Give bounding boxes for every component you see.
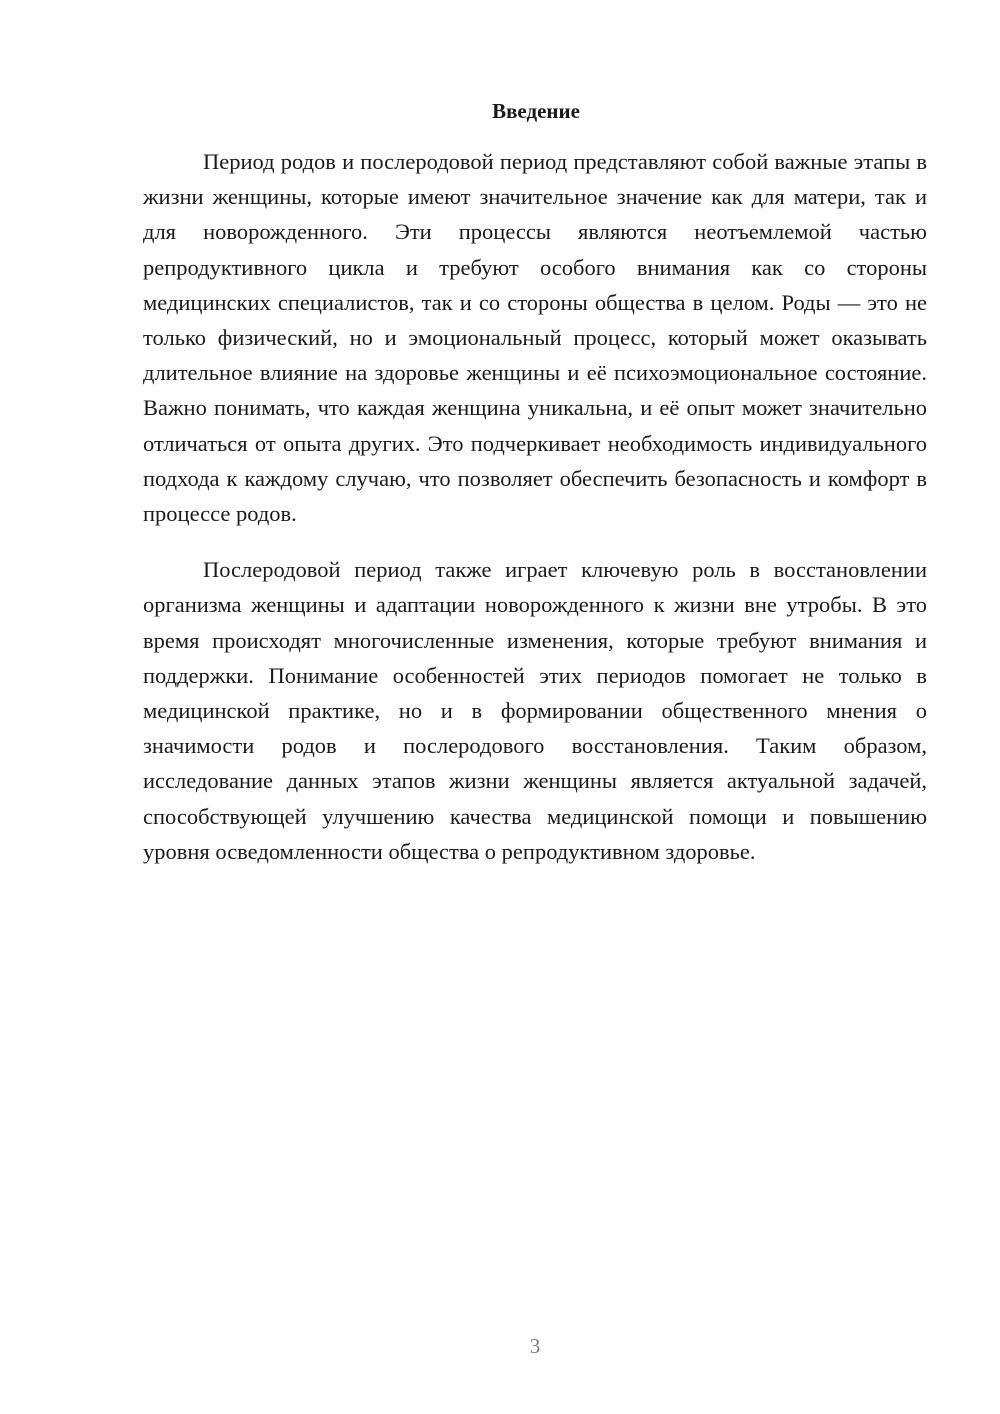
- paragraph-2: Послеродовой период также играет ключевую роль в восстановлении организма женщины и адаптации новорожденного к жизни вне утробы. В это время происходят многочисленные изменения, которые требуют внимания и поддержки. Понимание особенностей этих периодов помогает не только в медицинской практике, но и в формировании общественного мнения о значимости родов и послеродового восстановления. Таким образом, исследование данных этапов жизни женщины является актуальной задачей, способствующей улучшению качества медицинской помощи и повышению уровня осведомленности общества о репродуктивном здоровье.: [143, 557, 927, 864]
- section-heading: Введение: [492, 99, 580, 123]
- page-number: 3: [529, 1334, 541, 1358]
- paragraph-1: Период родов и послеродовой период представляют собой важные этапы в жизни женщины, которые имеют значительное значение как для матери, так и для новорожденного. Эти процессы являются неотъемлемой частью репродуктивного цикла и требуют особого внимания как со стороны медицинских специалистов, так и со стороны общества в целом. Роды — это не только физический, но и эмоциональный процесс, который может оказывать длительное влияние на здоровье женщины и её психоэмоциональное состояние. Важно понимать, что каждая женщина уникальна, и её опыт может значительно отличаться от опыта других. Это подчеркивает необходимость индивидуального подхода к каждому случаю, что позволяет обеспечить безопасность и комфорт в процессе родов.: [143, 149, 927, 527]
- page-content: [143, 96, 927, 869]
